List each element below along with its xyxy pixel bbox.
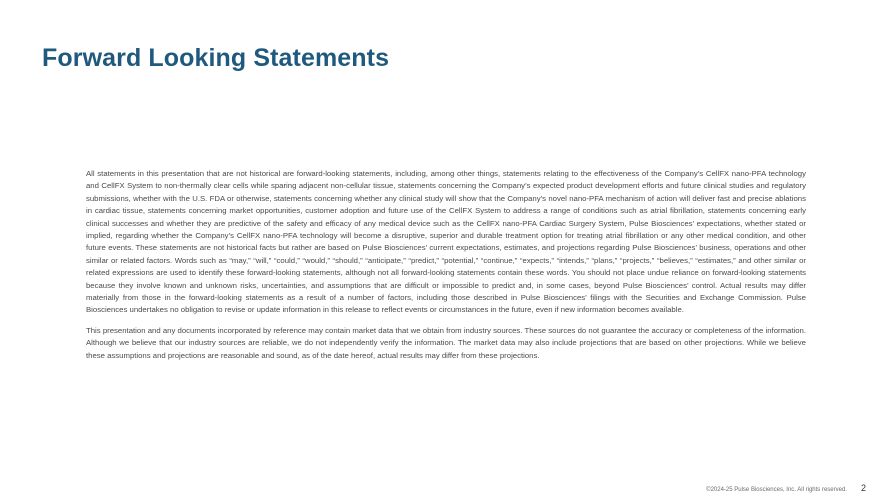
body-paragraph-market-data: This presentation and any documents incorporated by reference may contain market data that we obtain from industry sources. These sources do not guarantee the accuracy or completeness of the information. Although we believe that our industry sources are reliable, we do not independently verify the information. The market data may also include projections that are based on other projections. While we believe these assumptions and projections are reasonable and sound, as of the date hereof, actual results may differ from these projections.: [86, 325, 806, 360]
copyright-notice: ©2024-25 Pulse Biosciences, Inc. All rights reserved.: [706, 487, 847, 493]
slide-title: Forward Looking Statements: [42, 44, 390, 72]
body-paragraph-forward-looking: All statements in this presentation that are not historical are forward-looking statements, including, among other things, statements relating to the effectiveness of the Company’s CellFX nano-PFA technology and CellFX System to non-thermally clear cells while sparing adjacent non-cellular tissue, statements concerning the Company’s expected product development efforts and future clinical studies and regulatory submissions, whether with the U.S. FDA or otherwise, statements concerning whether any clinical study will show that the Company’s novel nano-PFA mechanism of action will deliver fast and precise ablations in cardiac tissue, statements concerning market opportunities, customer adoption and future use of the CellFX System to address a range of conditions such as atrial fibrillation, statements concerning early clinical successes and whether they are predictive of the safety and efficacy of any medical device such as the CellFX nano-PFA Cardiac Surgery System, Pulse Biosciences’ expectations, whether stated or implied, regarding whether the Company’s CellFX nano-PFA technology will become a disruptive, superior and durable treatment option for treating atrial fibrillation or any other medical condition, and other future events. These statements are not historical facts but rather are based on Pulse Biosciences’ current expectations, estimates, and projections regarding Pulse Biosciences’ business, operations and other similar or related factors. Words such as “may,” “will,” “could,” “would,” “should,” “anticipate,” “predict,” “potential,” “continue,” “expects,” “intends,” “plans,” “projects,” “believes,” “estimates,” and other similar or related expressions are used to identify these forward-looking statements, although not all forward-looking statements contain these words. You should not place undue reliance on forward-looking statements because they involve known and unknown risks, uncertainties, and assumptions that are difficult or impossible to predict and, in some cases, beyond Pulse Biosciences’ control. Actual results may differ materially from those in the forward-looking statements as a result of a number of factors, including those described in Pulse Biosciences’ filings with the Securities and Exchange Commission. Pulse Biosciences undertakes no obligation to revise or update information in this release to reflect events or circumstances in the future, even if new information becomes available.: [86, 169, 806, 315]
slide-body: [86, 168, 806, 362]
page-number: 2: [860, 483, 866, 493]
slide-footer: [706, 483, 866, 493]
